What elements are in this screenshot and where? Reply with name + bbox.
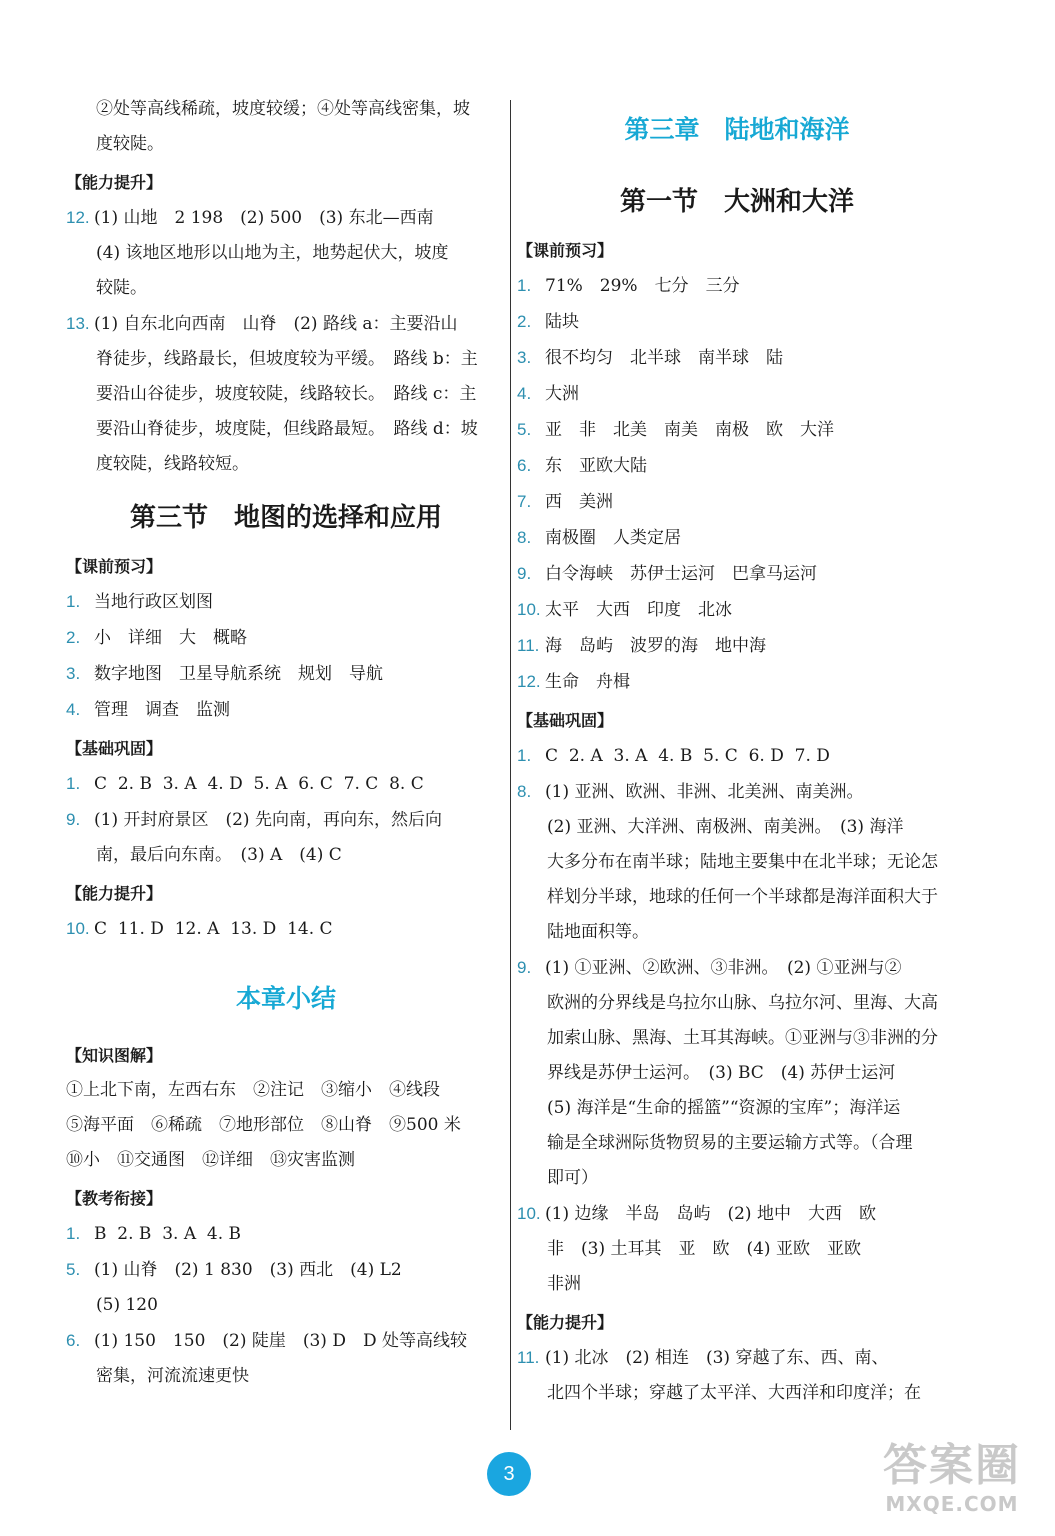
text-line: 较陡。: [96, 278, 147, 298]
text-line: 界线是苏伊士运河。 (3) BC (4) 苏伊士运河: [547, 1063, 896, 1083]
text-line: ②处等高线稀疏，坡度较缓；④处等高线密集，坡: [96, 99, 470, 119]
question-9: 9. (1) ①亚洲、②欧洲、③非洲。 (2) ①亚洲与②: [517, 958, 902, 978]
question-12: 12. (1) 山地 2 198 (2) 500 (3) 东北—西南: [66, 200, 506, 236]
section-heading: 第一节 大洲和大洋: [619, 187, 854, 217]
answer-12: 12. 生命 舟楫: [517, 672, 630, 692]
text-line: ⑩小 ⑪交通图 ⑫详细 ⑬灾害监测: [66, 1150, 355, 1170]
text-line: 加索山脉、黑海、土耳其海峡。①亚洲与③非洲的分: [547, 1028, 938, 1048]
text-line: 脊徒步，线路最长，但坡度较为平缓。 路线 b：主: [96, 349, 478, 369]
text-line: 非 (3) 土耳其 亚 欧 (4) 亚欧 亚欧: [547, 1239, 861, 1259]
text-line: 度较陡。: [96, 134, 164, 154]
answer-2: 2. 小 详细 大 概略: [66, 628, 247, 648]
text-line: (5) 120: [96, 1295, 158, 1315]
text-line: 要沿山脊徒步，坡度陡，但线路最短。 路线 d：坡: [96, 419, 478, 439]
question-number: 12.: [66, 208, 90, 227]
section-label: 【知识图解】: [66, 1046, 163, 1065]
answer-1: 1. 当地行政区划图: [66, 592, 213, 612]
text-line: 要沿山谷徒步，坡度较陡，线路较长。 路线 c：主: [96, 384, 477, 404]
question-10: 10. (1) 边缘 半岛 岛屿 (2) 地中 大西 欧: [517, 1204, 876, 1224]
summary-heading: 本章小结: [235, 984, 336, 1013]
answer-4: 4. 大洲: [517, 384, 579, 404]
question-number: 13.: [66, 314, 90, 333]
answer-4: 4. 管理 调查 监测: [66, 700, 230, 720]
text-line: 输是全球洲际货物贸易的主要运输方式等。（合理: [547, 1133, 913, 1153]
question-5: 5. (1) 山脊 (2) 1 830 (3) 西北 (4) L2: [66, 1260, 402, 1280]
question-11: 11. (1) 北冰 (2) 相连 (3) 穿越了东、西、南、: [517, 1348, 889, 1368]
answer-9: 9. 白令海峡 苏伊士运河 巴拿马运河: [517, 564, 817, 584]
text-line: 度较陡，线路较短。: [96, 454, 249, 474]
answer-11: 11. 海 岛屿 波罗的海 地中海: [517, 636, 766, 656]
text-line: 大多分布在南半球；陆地主要集中在北半球；无论怎: [547, 852, 938, 872]
answer-3: 3. 数字地图 卫星导航系统 规划 导航: [66, 664, 383, 684]
text-line: 密集，河流流速更快: [96, 1366, 249, 1386]
answer-5: 5. 亚 非 北美 南美 南极 欧 大洋: [517, 420, 834, 440]
answer-row: 10. C 11. D 12. A 13. D 14. C: [66, 919, 333, 939]
question-8: 8. (1) 亚洲、欧洲、非洲、北美洲、南美洲。: [517, 782, 864, 802]
section-label: 【课前预习】: [517, 241, 614, 260]
question-6: 6. (1) 150 150 (2) 陡崖 (3) D D 处等高线较: [66, 1331, 468, 1351]
text-line: (2) 亚洲、大洋洲、南极洲、南美洲。 (3) 海洋: [547, 817, 904, 837]
text-line: 样划分半球，地球的任何一个半球都是海洋面积大于: [547, 887, 938, 907]
answer-10: 10. 太平 大西 印度 北冰: [517, 600, 732, 620]
answer-row: 1. B 2. B 3. A 4. B: [66, 1224, 242, 1244]
answer-2: 2. 陆块: [517, 312, 579, 332]
question-13: 13. (1) 自东北向西南 山脊 (2) 路线 a：主要沿山: [66, 306, 506, 342]
text-line: (4) 该地区地形以山地为主，地势起伏大，坡度: [96, 243, 449, 263]
text-line: 非洲: [547, 1274, 581, 1294]
answer-7: 7. 西 美洲: [517, 492, 613, 512]
right-column: [517, 108, 957, 1411]
section-heading: 第三节 地图的选择和应用: [129, 503, 442, 533]
page-number-badge: 3: [487, 1452, 531, 1496]
text-line: 北四个半球；穿越了太平洋、大西洋和印度洋；在: [547, 1383, 921, 1403]
left-column: [66, 92, 506, 1394]
section-label: 【教考衔接】: [66, 1189, 163, 1208]
section-label: 【课前预习】: [66, 557, 163, 576]
section-label: 【基础巩固】: [517, 711, 614, 730]
answer-row: 1. C 2. B 3. A 4. D 5. A 6. C 7. C 8. C: [66, 774, 424, 794]
text-line: 即可）: [547, 1168, 598, 1188]
answer-6: 6. 东 亚欧大陆: [517, 456, 647, 476]
section-label: 【能力提升】: [517, 1313, 614, 1332]
section-label: 【能力提升】: [66, 884, 163, 903]
section-label: 【能力提升】: [66, 173, 163, 192]
question-9: 9. (1) 开封府景区 (2) 先向南，再向东，然后向: [66, 810, 442, 830]
chapter-heading: 第三章 陆地和海洋: [624, 115, 850, 144]
text-line: ①上北下南，左西右东 ②注记 ③缩小 ④线段: [66, 1080, 440, 1100]
column-divider: [510, 100, 511, 1430]
section-label: 【基础巩固】: [66, 739, 163, 758]
text-line: 陆地面积等。: [547, 922, 649, 942]
answer-row: 1. C 2. A 3. A 4. B 5. C 6. D 7. D: [517, 746, 830, 766]
text-line: (5) 海洋是“生命的摇篮”“资源的宝库”；海洋运: [547, 1098, 901, 1118]
text-line: ⑤海平面 ⑥稀疏 ⑦地形部位 ⑧山脊 ⑨500 米: [66, 1115, 461, 1135]
watermark-logo: 答案圈 MXQE.COM: [883, 1440, 1021, 1516]
text-line: 欧洲的分界线是乌拉尔山脉、乌拉尔河、里海、大高: [547, 993, 938, 1013]
text-line: 南，最后向东南。 (3) A (4) C: [96, 845, 342, 865]
answer-1: 1. 71% 29% 七分 三分: [517, 276, 740, 296]
answer-3: 3. 很不均匀 北半球 南半球 陆: [517, 348, 783, 368]
answer-8: 8. 南极圈 人类定居: [517, 528, 681, 548]
